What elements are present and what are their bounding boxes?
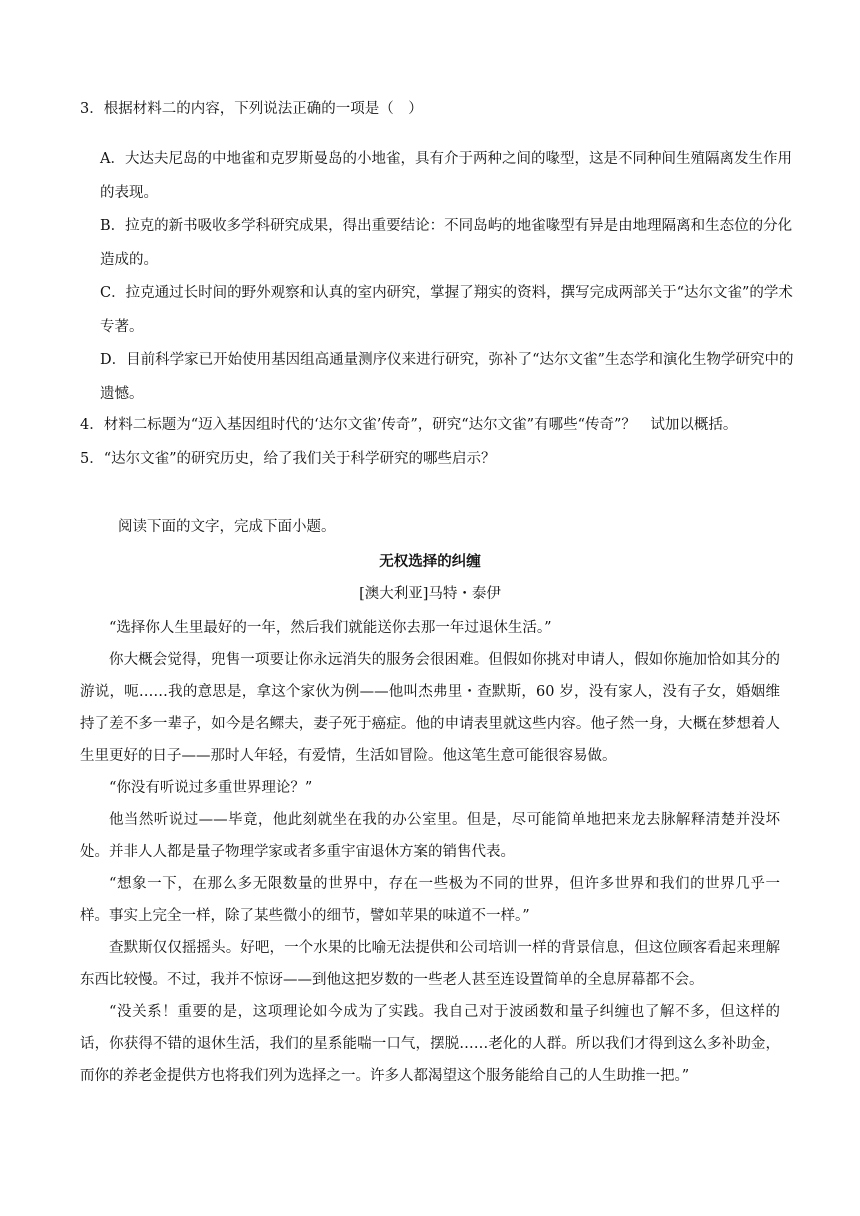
story-paragraph: 你大概会觉得，兜售一项要让你永远消失的服务会很困难。但假如你挑对申请人，假如你施加恰如其分的游说，呃……我的意思是，拿这个家伙为例——他叫杰弗里・查默斯，60 岁，没有家人，没有子女，婚姻维持了差不多一辈子，如今是名鳏夫，妻子死于癌症。他的申请表里就这些内容。他孑然一身，大概在梦想着人生里更好的日子——那时人年轻，有爱情，生活如冒险。他这笔生意可能很容易做。 <box>80 652 780 764</box>
reading-instruction: 阅读下面的文字，完成下面小题。 <box>118 519 336 535</box>
question-3-option-a <box>100 142 800 210</box>
option-b-text: B．拉克的新书吸收多学科研究成果，得出重要结论：不同岛屿的地雀喙型有异是由地理隔离和生态位的分化造成的。 <box>100 218 793 268</box>
option-a-text: A．大达夫尼岛的中地雀和克罗斯曼岛的小地雀，具有介于两种之间的喙型，这是不同种间生殖隔离发生作用的表现。 <box>100 151 792 201</box>
story-paragraph: “选择你人生里最好的一年，然后我们就能送你去那一年过退休生活。” <box>109 620 552 636</box>
story-author: [澳大利亚]马特・泰伊 <box>359 586 501 602</box>
option-c-text: C．拉克通过长时间的野外观察和认真的室内研究，掌握了翔实的资料，撰写完成两部关于“达尔文雀”的学术专著。 <box>100 285 793 335</box>
story-paragraph: 查默斯仅仅摇摇头。好吧，一个水果的比喻无法提供和公司培训一样的背景信息，但这位顾客看起来理解东西比较慢。不过，我并不惊讶——到他这把岁数的一些老人甚至连设置简单的全息屏幕都不会。 <box>80 940 780 988</box>
story-paragraph: “你没有听说过多重世界理论？” <box>109 780 313 796</box>
question-3-option-d <box>100 343 800 411</box>
question-3-option-b <box>100 209 800 277</box>
story-paragraph: “想象一下，在那么多无限数量的世界中，存在一些极为不同的世界，但许多世界和我们的世界几乎一样。事实上完全一样，除了某些微小的细节，譬如苹果的味道不一样。” <box>80 876 780 924</box>
question-3-stem: 3．根据材料二的内容，下列说法正确的一项是（ ） <box>80 101 423 117</box>
question-3-option-c <box>100 276 800 344</box>
story-body <box>80 612 780 1092</box>
story-paragraph: 他当然听说过——毕竟，他此刻就坐在我的办公室里。但是，尽可能简单地把来龙去脉解释清楚并没坏处。并非人人都是量子物理学家或者多重宇宙退休方案的销售代表。 <box>80 812 780 860</box>
question-5: 5．“达尔文雀”的研究历史，给了我们关于科学研究的哪些启示？ <box>80 451 496 467</box>
story-paragraph: “没关系！重要的是，这项理论如今成为了实践。我自己对于波函数和量子纠缠也了解不多，但这样的话，你获得不错的退休生活，我们的星系能喘一口气，摆脱……老化的人群。所以我们才得到这么多补助金，而你的养老金提供方也将我们列为选择之一。许多人都渴望这个服务能给自己的人生助推一把。” <box>80 1004 780 1084</box>
story-title: 无权选择的纠缠 <box>379 553 481 570</box>
option-d-text: D．目前科学家已开始使用基因组高通量测序仪来进行研究，弥补了“达尔文雀”生态学和演化生物学研究中的遗憾。 <box>100 352 794 402</box>
question-4: 4．材料二标题为“迈入基因组时代的‘达尔文雀’传奇”，研究“达尔文雀”有哪些“传奇”？ 试加以概括。 <box>80 417 738 433</box>
